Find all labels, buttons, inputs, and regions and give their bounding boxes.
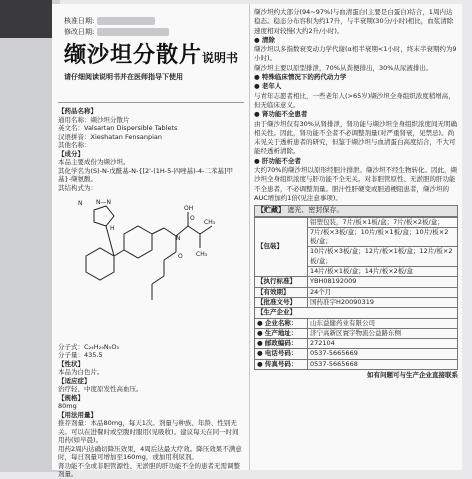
- hepatic-title: ● 肝功能不全者: [254, 156, 301, 165]
- structural-formula: [72, 196, 222, 336]
- validity-value: 24个月: [308, 287, 458, 297]
- dark-corner: [0, 0, 52, 38]
- revision-date-label: 修改日期:: [64, 28, 95, 36]
- chemical-name: 其化学名为(S)-N-戊酰基-N-{[2'-(1H-5-四唑基)-4-二苯基]甲基}-缬氨酸。: [58, 166, 234, 183]
- page-title: [64, 42, 244, 72]
- hepatic-text: 大约70%的缬沙坦以原形经胆汁排泄。缬沙坦不经生物转化。因此，缬沙坦全身组织浓度与肝功能不全无关。对非胆管原性、无淤胆的肝功能不全患者，不必调整剂量。胆汁性肝硬变或胆道梗阻患者，缬沙坦的AUC增加约1倍(见注意事项)。: [254, 166, 457, 202]
- spec-text: 80mg: [58, 402, 77, 410]
- company-value: 山东益健药业有限公司: [308, 318, 458, 328]
- company-key: ● 企业名称：: [255, 318, 308, 328]
- standard-value: YBH08192009: [308, 277, 458, 287]
- elderly-title: ● 老年人: [254, 82, 282, 91]
- package-line: 10片/板×3板/盒；12片/板×1板/盒；12片/板×2板/盒；: [308, 247, 458, 267]
- elimination-text: 缬沙坦以多指数衰变动力学代谢(α相半衰期<1小时，终末半衰期约为9小时)。: [254, 45, 457, 63]
- left-column: [58, 4, 244, 479]
- package-table: [254, 217, 458, 370]
- svg-text:O: O: [178, 253, 183, 260]
- english-name: 英文名：Valsartan Dispersible Tablets: [58, 124, 178, 132]
- package-label: 【包装】: [255, 217, 308, 277]
- character-text: 本品为白色片。: [58, 368, 104, 376]
- approval-value: 国药准字H20090319: [308, 297, 458, 307]
- storage-text: 遮光、密封保存。: [287, 206, 344, 215]
- usage-notice: 请仔细阅读说明书并在医师指导下使用: [64, 73, 183, 81]
- leaflet-page: [52, 4, 462, 478]
- svg-text:N: N: [78, 200, 83, 207]
- usage-text-2: 用药2周内达确切降压效果，4周后达最大疗效。降压效果不满意时，每日剂量可增加至160mg，或加用利尿剂。: [58, 444, 242, 461]
- pk-distribution-text: 缬沙坦约大部分(94~97%)与血清蛋白(主要是白蛋白)结合，1周内达稳态。稳态分布容积为约17升，与半衰期(30分/小时)相比，血浆清除速度相对较慢(大约2升/小时)。: [254, 8, 454, 35]
- storage-row: [254, 205, 458, 216]
- standard-label: 【执行标准】: [255, 277, 308, 287]
- drug-title: 缬沙坦分散片: [64, 43, 203, 68]
- package-line: 7片/板×3板/盒；10片/板×1板/盒；10片/板×2板/盒；: [308, 227, 458, 247]
- column-divider: [249, 4, 250, 470]
- company-key: ● 传真号码：: [255, 359, 308, 369]
- molecular-formula: 分子式：C₂₄H₂₉N₅O₃: [58, 342, 120, 351]
- elderly-text: 与青年志愿者相比，一些老年人(>65岁)缬沙坦全身组织浓度稍增高，但无临床意义。: [254, 91, 455, 109]
- section-divider: [58, 102, 244, 103]
- approval-date-label: 核准日期:: [64, 17, 95, 25]
- redacted-date: [97, 28, 169, 36]
- section-name: 【药品名称】: [58, 107, 97, 115]
- section-indication: 【适应症】: [58, 376, 91, 385]
- company-key: ● 邮政编码：: [255, 339, 308, 349]
- ingredient-main: 本品主要成份为缬沙坦。: [58, 158, 130, 166]
- structure-label: 其结构式为：: [58, 183, 97, 192]
- company-label: 【生产企业】: [255, 308, 458, 318]
- svg-text:CH₃: CH₃: [196, 251, 208, 258]
- usage-text-3: 肾功能不全或非胆管源性、无淤胆的肝功能不全的患者无需调整剂量。: [58, 461, 240, 478]
- approval-dates: [64, 16, 244, 38]
- section-elimination: ● 清除: [254, 35, 275, 44]
- right-column: [254, 4, 458, 380]
- package-line: 14片/板×1板/盒；14片/板×2板/盒: [308, 267, 458, 277]
- company-key: ● 电话号码：: [255, 349, 308, 359]
- renal-text: 由于缬沙坦仅有30%从肾排泄，肾功能与缬沙坦全身组织浓度间无明确相关性。因此，肾功能不全者不必调整剂量(对严重肾衰，见禁忌)。尚未见关于透析患者的研究，但鉴于缬沙坦与血清蛋白高度结合，不大可能经透析清除。: [254, 119, 457, 156]
- usage-text-1: 推荐剂量：本品80mg，每天1次。剂量与种族、年龄、性别无关。可以在进餐时或空腹时服用(见吸收)。建议每天在同一时间用药(如早晨)。: [58, 419, 239, 444]
- svg-text:N—N: N—N: [96, 199, 111, 206]
- svg-text:H: H: [110, 225, 115, 232]
- section-ingredient: 【成分】: [58, 149, 84, 158]
- approval-label: 【批准文号】: [255, 297, 308, 307]
- validity-label: 【有效期】: [255, 287, 308, 297]
- svg-text:O: O: [190, 215, 195, 222]
- elimination-text-2: 缬沙坦主要以原型排泄，70%从粪便排出，30%从尿液排出。: [254, 63, 433, 72]
- indication-text: 治疗轻、中度原发性高血压。: [58, 385, 143, 393]
- generic-name: 通用名称：缬沙坦分散片: [58, 115, 130, 124]
- storage-label: 【贮藏】: [257, 206, 285, 215]
- pinyin-name: 汉语拼音：Xieshatan Fensanpian: [58, 132, 162, 141]
- company-key: ● 生产地址：: [255, 328, 308, 338]
- svg-text:CH₃: CH₃: [204, 219, 216, 226]
- package-line: 铝塑包装，7片/板×1板/盒；7片/板×2板/盒；: [308, 217, 458, 227]
- company-value: 济宁高新区寰宇物流公益路东侧: [308, 328, 458, 338]
- left-margin-background: [0, 0, 60, 472]
- company-value: 0537-5665669: [308, 349, 458, 359]
- section-special-pk: ● 特殊临床情况下的药代动力学: [254, 73, 347, 82]
- redacted-date: [97, 17, 155, 25]
- title-suffix: 说明书: [202, 51, 239, 65]
- other-name: 其他名称：: [58, 141, 91, 149]
- company-value: 272104: [308, 339, 458, 349]
- molecular-weight: 分子量：435.5: [58, 351, 103, 359]
- renal-title: ● 肾功能不全患者: [254, 110, 308, 119]
- company-value: 0537-5665668: [308, 359, 458, 369]
- contact-footer: 如有问题可与生产企业直接联系: [367, 370, 458, 379]
- section-spec: 【规格】: [58, 393, 84, 402]
- section-usage: 【用法用量】: [58, 410, 97, 419]
- svg-text:OH: OH: [184, 205, 194, 212]
- svg-text:N: N: [176, 235, 181, 242]
- section-character: 【性状】: [58, 359, 84, 368]
